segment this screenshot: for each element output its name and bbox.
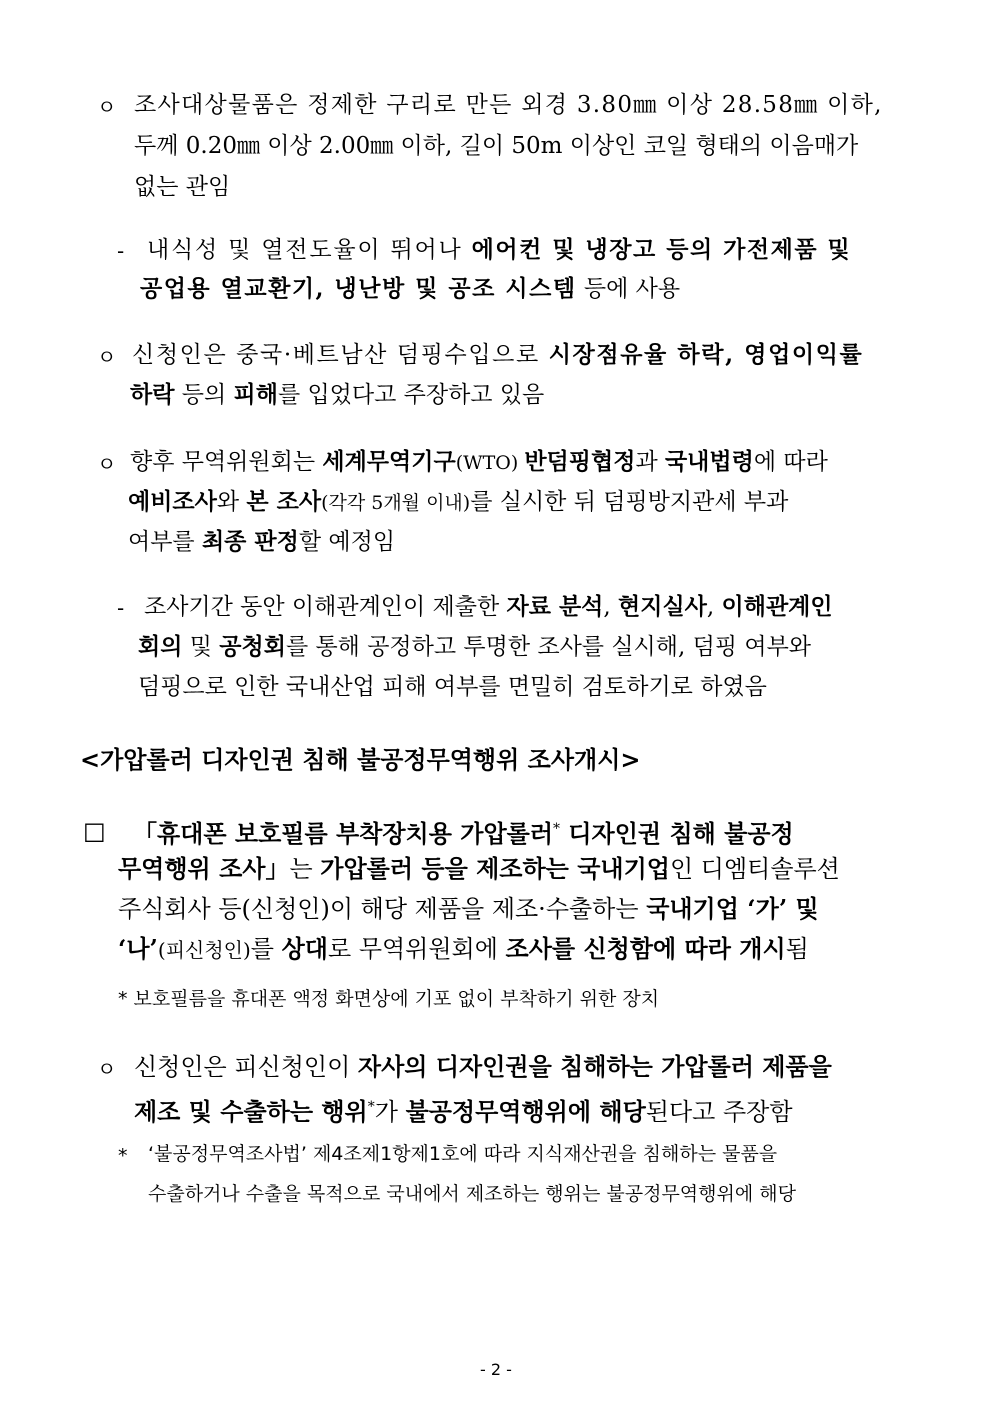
text-run: 등에 사용 bbox=[576, 276, 681, 302]
text-run: 를 실시한 뒤 덤핑방지관세 부과 bbox=[470, 489, 789, 515]
text-run: , bbox=[706, 594, 722, 620]
bullet-marker: ㅇ bbox=[97, 345, 117, 369]
emphasis-text: 자사의 디자인권을 침해하는 가압롤러 제품을 bbox=[357, 1052, 832, 1081]
text-run: , bbox=[603, 594, 619, 620]
emphasis-text: 시장점유율 하락, 영업이익률 bbox=[548, 341, 864, 368]
emphasis-text: 최종 판정 bbox=[201, 528, 299, 555]
emphasis-text: 디자인권 침해 불공정 bbox=[560, 819, 794, 848]
text-run: 됨 bbox=[785, 935, 809, 963]
emphasis-text: 공청회 bbox=[219, 633, 286, 660]
emphasis-text: 예비조사 bbox=[128, 488, 217, 515]
text-run: 등의 bbox=[174, 382, 234, 408]
text-run: 에 따라 bbox=[753, 449, 828, 475]
text-run: 조사대상물품은 정제한 구리로 만든 외경 3.80㎜ 이상 28.58㎜ 이하, bbox=[134, 92, 883, 118]
emphasis-text: 공업용 열교환기, 냉난방 및 공조 시스템 bbox=[140, 275, 577, 302]
text-run: 가 bbox=[374, 1098, 406, 1126]
text-run: (각각 5개월 이내) bbox=[321, 492, 471, 514]
text-line: 두께 0.20㎜ 이상 2.00㎜ 이하, 길이 50m 이상인 코일 형태의 이음매가 bbox=[134, 133, 859, 159]
text-line bbox=[118, 854, 840, 884]
text-run: 를 통해 공정하고 투명한 조사를 실시해, 덤핑 여부와 bbox=[285, 634, 812, 660]
emphasis-text: ‘나’ bbox=[118, 934, 158, 963]
footnote-star: * bbox=[553, 821, 561, 837]
text-line bbox=[130, 380, 544, 410]
text-line bbox=[128, 527, 395, 557]
text-run: 를 bbox=[250, 935, 282, 963]
emphasis-text: 상대 bbox=[281, 934, 328, 963]
bullet-marker: ㅇ bbox=[97, 95, 117, 119]
emphasis-text: 피해 bbox=[233, 381, 278, 408]
emphasis-text: 조사를 신청함에 따라 개시 bbox=[505, 934, 786, 963]
bullet-marker: ㅇ bbox=[97, 452, 117, 476]
text-run: (피신청인) bbox=[157, 938, 251, 962]
emphasis-text: 불공정무역행위에 해당 bbox=[405, 1097, 646, 1126]
text-run: 신청인은 중국·베트남산 덤핑수입으로 bbox=[132, 342, 549, 368]
text-run: (WTO) bbox=[455, 452, 525, 474]
dash-marker: - bbox=[117, 239, 125, 263]
text-run: 여부를 bbox=[128, 529, 202, 555]
emphasis-text: 세계무역기구 bbox=[322, 448, 456, 475]
text-line bbox=[132, 340, 863, 370]
bullet-marker: ㅇ bbox=[97, 1057, 117, 1081]
text-line bbox=[134, 90, 912, 120]
footnote-line: ‘불공정무역조사법’ 제4조제1항제1호에 따라 지식재산권을 침해하는 물품을 bbox=[148, 1143, 778, 1165]
footnote-line: 수출하거나 수출을 목적으로 국내에서 제조하는 행위는 불공정무역행위에 해당 bbox=[148, 1183, 796, 1205]
text-line bbox=[134, 1092, 793, 1127]
text-run: 조사기간 동안 이해관계인이 제출한 bbox=[144, 594, 507, 620]
emphasis-text: 제조 및 수출하는 행위 bbox=[134, 1097, 368, 1126]
text-run: 신청인은 피신청인이 bbox=[134, 1053, 358, 1081]
text-run: 를 입었다고 주장하고 있음 bbox=[277, 382, 545, 408]
text-line bbox=[128, 487, 788, 518]
emphasis-text: 이해관계인 bbox=[721, 593, 833, 620]
emphasis-text: 국내기업 ‘가’ 및 bbox=[646, 894, 819, 923]
text-run: 주식회사 등(신청인)이 해당 제품을 제조·수출하는 bbox=[118, 895, 647, 923]
emphasis-text: 국내법령 bbox=[664, 448, 754, 475]
emphasis-text: 회의 bbox=[138, 633, 183, 660]
text-line bbox=[144, 592, 833, 622]
text-run: 로 무역위원회에 bbox=[328, 935, 506, 963]
text-line bbox=[118, 894, 819, 924]
emphasis-text: 「휴대폰 보호필름 부착장치용 가압롤러 bbox=[133, 819, 554, 848]
box-marker: □ bbox=[83, 817, 106, 845]
text-run: 와 bbox=[216, 489, 247, 515]
footnote: * 보호필름을 휴대폰 액정 화면상에 기포 없이 부착하기 위한 장치 bbox=[118, 988, 660, 1010]
dash-marker: - bbox=[117, 596, 125, 620]
emphasis-text: 에어컨 및 냉장고 등의 가전제품 및 bbox=[471, 236, 852, 263]
footnote-marker: * bbox=[118, 1145, 128, 1167]
text-run: 과 bbox=[635, 449, 665, 475]
page-number: - 2 - bbox=[480, 1360, 512, 1379]
emphasis-text: 무역행위 조사」 bbox=[118, 854, 290, 883]
emphasis-text: 반덤핑협정 bbox=[524, 448, 636, 475]
text-line bbox=[140, 274, 680, 304]
text-run: 향후 무역위원회는 bbox=[130, 449, 323, 475]
text-run: 내식성 및 열전도율이 뛰어나 bbox=[147, 237, 472, 263]
text-line bbox=[138, 632, 811, 662]
text-line bbox=[133, 814, 794, 849]
emphasis-text: 가압롤러 등을 제조하는 국내기업 bbox=[320, 854, 670, 883]
text-run: 인 디엠티솔루션 bbox=[669, 855, 840, 883]
text-run: 는 bbox=[289, 855, 321, 883]
footnote-star: * bbox=[367, 1099, 375, 1115]
text-line bbox=[118, 934, 809, 965]
text-run: 할 예정임 bbox=[298, 529, 396, 555]
emphasis-text: 자료 분석 bbox=[506, 593, 604, 620]
text-run: 및 bbox=[182, 634, 220, 660]
emphasis-text: 본 조사 bbox=[246, 488, 322, 515]
text-line bbox=[134, 1052, 832, 1082]
text-line bbox=[147, 235, 912, 265]
text-line bbox=[130, 447, 828, 478]
text-line: 없는 관임 bbox=[134, 174, 231, 200]
emphasis-text: 하락 bbox=[130, 381, 175, 408]
text-run: 된다고 주장함 bbox=[645, 1098, 793, 1126]
text-line: 덤핑으로 인한 국내산업 피해 여부를 면밀히 검토하기로 하였음 bbox=[138, 674, 767, 700]
emphasis-text: 현지실사 bbox=[618, 593, 707, 620]
section-heading: <가압롤러 디자인권 침해 불공정무역행위 조사개시> bbox=[80, 745, 641, 774]
